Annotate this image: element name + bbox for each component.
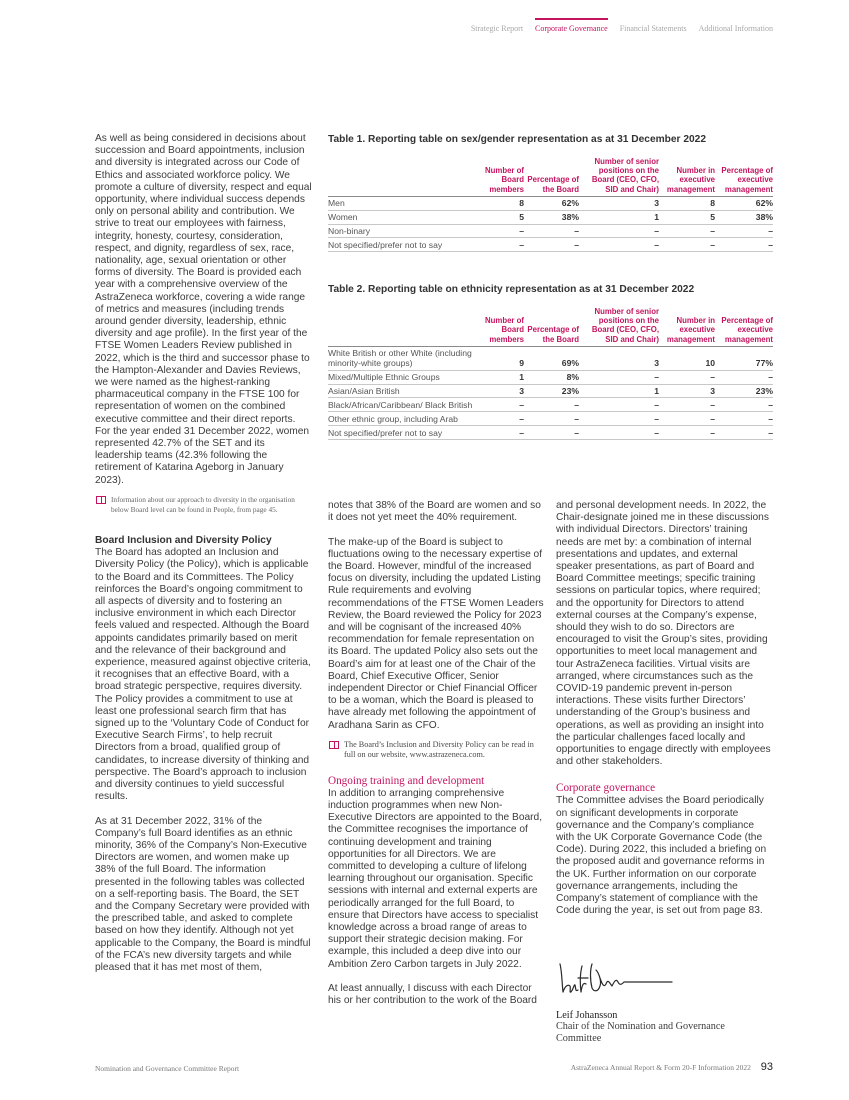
- table-cell: –: [524, 224, 579, 238]
- table-cell: –: [524, 412, 579, 426]
- people-reference-text: Information about our approach to diversity in the organisation below Board level can be found in People, from page 45.: [111, 494, 295, 514]
- board-women-paragraph: notes that 38% of the Board are women and so it does not yet meet the 40% requirement.: [328, 500, 541, 524]
- nav-corporate-governance[interactable]: Corporate Governance: [535, 24, 608, 33]
- corporate-governance-heading: Corporate governance: [556, 782, 656, 795]
- table-cell: –: [478, 224, 524, 238]
- table-cell: 38%: [524, 210, 579, 224]
- table-cell: –: [659, 426, 715, 440]
- ethnicity-table-header-row: [328, 307, 773, 346]
- row-label: Black/African/Caribbean/ Black British: [328, 398, 478, 412]
- header-percentage-executive: Percentage of executive management: [715, 157, 773, 196]
- table-cell: –: [478, 398, 524, 412]
- table-cell: 10: [659, 346, 715, 370]
- right-column: [556, 500, 773, 918]
- training-paragraph: In addition to arranging comprehensive induction programmes when new Non-Executive Directors are appointed to the Board, the Committee recognises the importance of continuing development and training opportunities for all Directors. We are committed to developing a culture of lifelong learning throughout our organisation. Specific sessions with internal and external experts are periodically arranged for the full Board, to ensure that Directors have access to specialist knowledge across a broad range of areas to support their strategic decision making. For example, this included a deep dive into our Ambition Zero Carbon targets in July 2022.: [328, 787, 543, 970]
- table-cell: 23%: [715, 384, 773, 398]
- ethnicity-table-block: [328, 284, 773, 440]
- diversity-stats-paragraph: As at 31 December 2022, 31% of the Company’s full Board identifies as an ethnic minority, 36% of the Company’s Non-Executive Directors are women, and women make up 38% of the full Board. The information presented in the following tables was collected on a self-reporting basis. The Board, the SET and the Company Secretary were provided with the prescribed table, and asked to complete based on how they identify. Although not yet applicable to the Company, the Board is mindful of the FCA’s new diversity targets and while pleased that it has met most of them,: [95, 815, 311, 973]
- table-cell: 8%: [524, 370, 579, 384]
- table-cell: –: [524, 426, 579, 440]
- header-board-members: Number of Board members: [478, 157, 524, 196]
- intro-paragraph: As well as being considered in decisions about succession and Board appointments, inclusion and diversity is integrated across our Code of Ethics and associated workforce policy. We promote a culture of diversity, respect and equal opportunity, where individual success depends only on personal ability and contribution. We strive to treat our employees with fairness, integrity, honesty, courtesy, consideration, respect, and dignity, regardless of sex, race, nationality, age, sexual orientation or other forms of diversity. The Board is provided each year with a comprehensive overview of the AstraZeneca workforce, covering a wide range of metrics and measures (including trends around gender diversity, leadership, ethnic diversity and age profile). In the first year of the FTSE Women Leaders Review published in 2022, which is the third and successor phase to the Hampton-Alexander and Davies Reviews, we were named as the highest-ranking pharmaceutical company in the FTSE 100 for representation of women on the combined executive committee and their direct reports. For the year ended 31 December 2022, women represented 42.7% of the SET and its leadership teams (42.3% following the retirement of Katarina Ageborg in January 2023).: [95, 133, 312, 486]
- gender-table-header-row: [328, 157, 773, 196]
- table-cell: –: [715, 238, 773, 252]
- policy-reference-note: [328, 740, 545, 761]
- table-cell: –: [524, 238, 579, 252]
- table-cell: 5: [478, 210, 524, 224]
- table-cell: 62%: [715, 196, 773, 210]
- header-percentage-board: Percentage of the Board: [524, 157, 579, 196]
- table-cell: 23%: [524, 384, 579, 398]
- table-cell: 8: [659, 196, 715, 210]
- row-label: Other ethnic group, including Arab: [328, 412, 478, 426]
- header-executive-management: Number in executive management: [659, 307, 715, 346]
- table-cell: –: [478, 238, 524, 252]
- table-cell: –: [715, 224, 773, 238]
- table-cell: –: [579, 370, 659, 384]
- table-cell: 1: [579, 384, 659, 398]
- signatory-name: Leif Johansson: [556, 1010, 618, 1021]
- nav-financial-statements[interactable]: Financial Statements: [619, 24, 687, 33]
- middle-column: [328, 500, 545, 1007]
- left-column: [95, 133, 312, 974]
- table-cell: –: [715, 398, 773, 412]
- policy-reference-text: The Board’s Inclusion and Diversity Policy can be read in full on our website, www.astrazeneca.com.: [344, 739, 534, 760]
- footer-publication-title: AstraZeneca Annual Report & Form 20-F Information 2022: [570, 1063, 751, 1072]
- header-executive-management: Number in executive management: [659, 157, 715, 196]
- row-label: White British or other White (including minority-white groups): [328, 346, 478, 370]
- header-senior-positions: Number of senior positions on the Board (CEO, CFO, SID and Chair): [579, 307, 659, 346]
- ethnicity-table: [328, 307, 773, 440]
- table-cell: –: [659, 412, 715, 426]
- table-cell: –: [659, 370, 715, 384]
- row-label: Mixed/Multiple Ethnic Groups: [328, 370, 478, 384]
- row-label: Not specified/prefer not to say: [328, 426, 478, 440]
- table-row: [328, 398, 773, 412]
- table-row: [328, 224, 773, 238]
- board-policy-paragraph: The Board has adopted an Inclusion and Diversity Policy (the Policy), which is applicable to the Board and its Committees. The Policy reinforces the Board’s ongoing commitment to all aspects of diversity and to fostering an inclusive environment in which each Director feels valued and respected. Although the Board appoints candidates primarily based on merit and the relevance of their background and experience, measured against objective criteria, it recognises that an effective Board, with a broad strategic perspective, requires diversity. The Policy provides a commitment to use at least one professional search firm that has signed up to the ‘Voluntary Code of Conduct for Executive Search Firms’, to help recruit Directors from a broad, qualified group of candidates, to increase diversity of thinking and perspective. The Board’s approach to inclusion and diversity continues to yield successful results.: [95, 547, 311, 803]
- board-policy-heading: Board Inclusion and Diversity Policy: [95, 534, 272, 546]
- table-cell: –: [478, 426, 524, 440]
- table-row: [328, 370, 773, 384]
- table-cell: 5: [659, 210, 715, 224]
- gender-table-block: [328, 134, 773, 252]
- table-cell: 9: [478, 346, 524, 370]
- row-label: Men: [328, 196, 478, 210]
- corporate-governance-paragraph: The Committee advises the Board periodically on significant developments in corporate governance and the Company’s compliance with the UK Corporate Governance Code (the Code). During 2022, this included a briefing on the proposed audit and governance reforms in the UK. Further information on our corporate governance arrangements, including the Company’s statement of compliance with the Code during the year, is set out from page 83.: [556, 795, 767, 917]
- table-cell: 3: [579, 346, 659, 370]
- header-percentage-board: Percentage of the Board: [524, 307, 579, 346]
- table-cell: –: [659, 224, 715, 238]
- table-cell: –: [659, 398, 715, 412]
- section-nav: [461, 24, 773, 33]
- table-row: [328, 412, 773, 426]
- table-cell: –: [579, 398, 659, 412]
- signatory-title: Chair of the Nomination and Governance Committee: [556, 1021, 725, 1044]
- table-row: [328, 346, 773, 370]
- table-row: [328, 238, 773, 252]
- people-reference-note: [95, 495, 312, 515]
- table-cell: 69%: [524, 346, 579, 370]
- table-cell: 62%: [524, 196, 579, 210]
- row-label: Women: [328, 210, 478, 224]
- table-cell: 77%: [715, 346, 773, 370]
- board-makeup-paragraph: The make-up of the Board is subject to fluctuations owing to the necessary expertise of the Board. However, mindful of the increased focus on diversity, including the updated Listing Rule requirements and evolving recommendations of the FTSE Women Leaders Review, the Board reviewed the Policy for 2023 and will be cognisant of the increased 40% recommendation for female representation on its Board. The updated Policy also sets out the Board’s aim for at least one of the Chair of the Board, Chief Executive Officer, Senior independent Director or Chief Financial Officer to be a woman, which the Board is pleased to have already met following the appointment of Aradhana Sarin as CFO.: [328, 536, 544, 731]
- row-label: Not specified/prefer not to say: [328, 238, 478, 252]
- table-cell: 38%: [715, 210, 773, 224]
- table-cell: –: [579, 426, 659, 440]
- book-icon: [329, 741, 339, 749]
- table-cell: 3: [478, 384, 524, 398]
- handwritten-signature: [556, 958, 676, 1003]
- header-percentage-executive: Percentage of executive management: [715, 307, 773, 346]
- table-row: [328, 384, 773, 398]
- table-cell: –: [715, 426, 773, 440]
- header-senior-positions: Number of senior positions on the Board (CEO, CFO, SID and Chair): [579, 157, 659, 196]
- header-blank: [328, 157, 478, 196]
- nav-strategic-report[interactable]: Strategic Report: [470, 24, 524, 33]
- ethnicity-table-title: Table 2. Reporting table on ethnicity representation as at 31 December 2022: [328, 284, 695, 295]
- gender-table-title: Table 1. Reporting table on sex/gender representation as at 31 December 2022: [328, 134, 707, 145]
- table-cell: –: [579, 412, 659, 426]
- table-cell: –: [579, 238, 659, 252]
- table-cell: 8: [478, 196, 524, 210]
- header-board-members: Number of Board members: [478, 307, 524, 346]
- nav-additional-information[interactable]: Additional Information: [698, 24, 773, 33]
- signatory-block: [556, 1010, 726, 1044]
- table-cell: –: [524, 398, 579, 412]
- training-heading: Ongoing training and development: [328, 774, 485, 787]
- table-cell: 1: [478, 370, 524, 384]
- table-cell: 1: [579, 210, 659, 224]
- gender-table: [328, 157, 773, 252]
- book-icon: [96, 496, 106, 504]
- table-cell: –: [659, 238, 715, 252]
- footer-section-title: Nomination and Governance Committee Report: [95, 1064, 240, 1073]
- row-label: Asian/Asian British: [328, 384, 478, 398]
- director-discussion-paragraph: At least annually, I discuss with each Director his or her contribution to the work of the Board: [328, 983, 537, 1007]
- table-cell: 3: [659, 384, 715, 398]
- header-blank: [328, 307, 478, 346]
- table-cell: –: [715, 370, 773, 384]
- footer-publication: [571, 1061, 773, 1073]
- table-cell: –: [715, 412, 773, 426]
- table-row: [328, 210, 773, 224]
- table-cell: 3: [579, 196, 659, 210]
- row-label: Non-binary: [328, 224, 478, 238]
- development-paragraph: and personal development needs. In 2022, the Chair-designate joined me in these discussions with individual Directors. Directors’ training needs are met by: a combination of internal presentations and updates, and external speaker presentations, as part of Board and Board Committee meetings; specific training sessions on particular topics, where required; and the opportunity for Directors to attend external courses at the Company’s expense, should they wish to do so. Directors are encouraged to visit the Group’s sites, providing opportunities to meet local management and tour AstraZeneca facilities. Virtual visits are arranged, where circumstances such as the COVID-19 pandemic prevent in-person interactions. These visits further Directors’ understanding of the Group’s business and operations, as well as providing an insight into the particular challenges faced locally and opportunities to engage directly with employees and other stakeholders.: [556, 500, 771, 768]
- table-cell: –: [478, 412, 524, 426]
- page-number: 93: [760, 1061, 773, 1073]
- table-row: [328, 426, 773, 440]
- page-footer: [95, 1061, 773, 1073]
- table-row: [328, 196, 773, 210]
- table-cell: –: [579, 224, 659, 238]
